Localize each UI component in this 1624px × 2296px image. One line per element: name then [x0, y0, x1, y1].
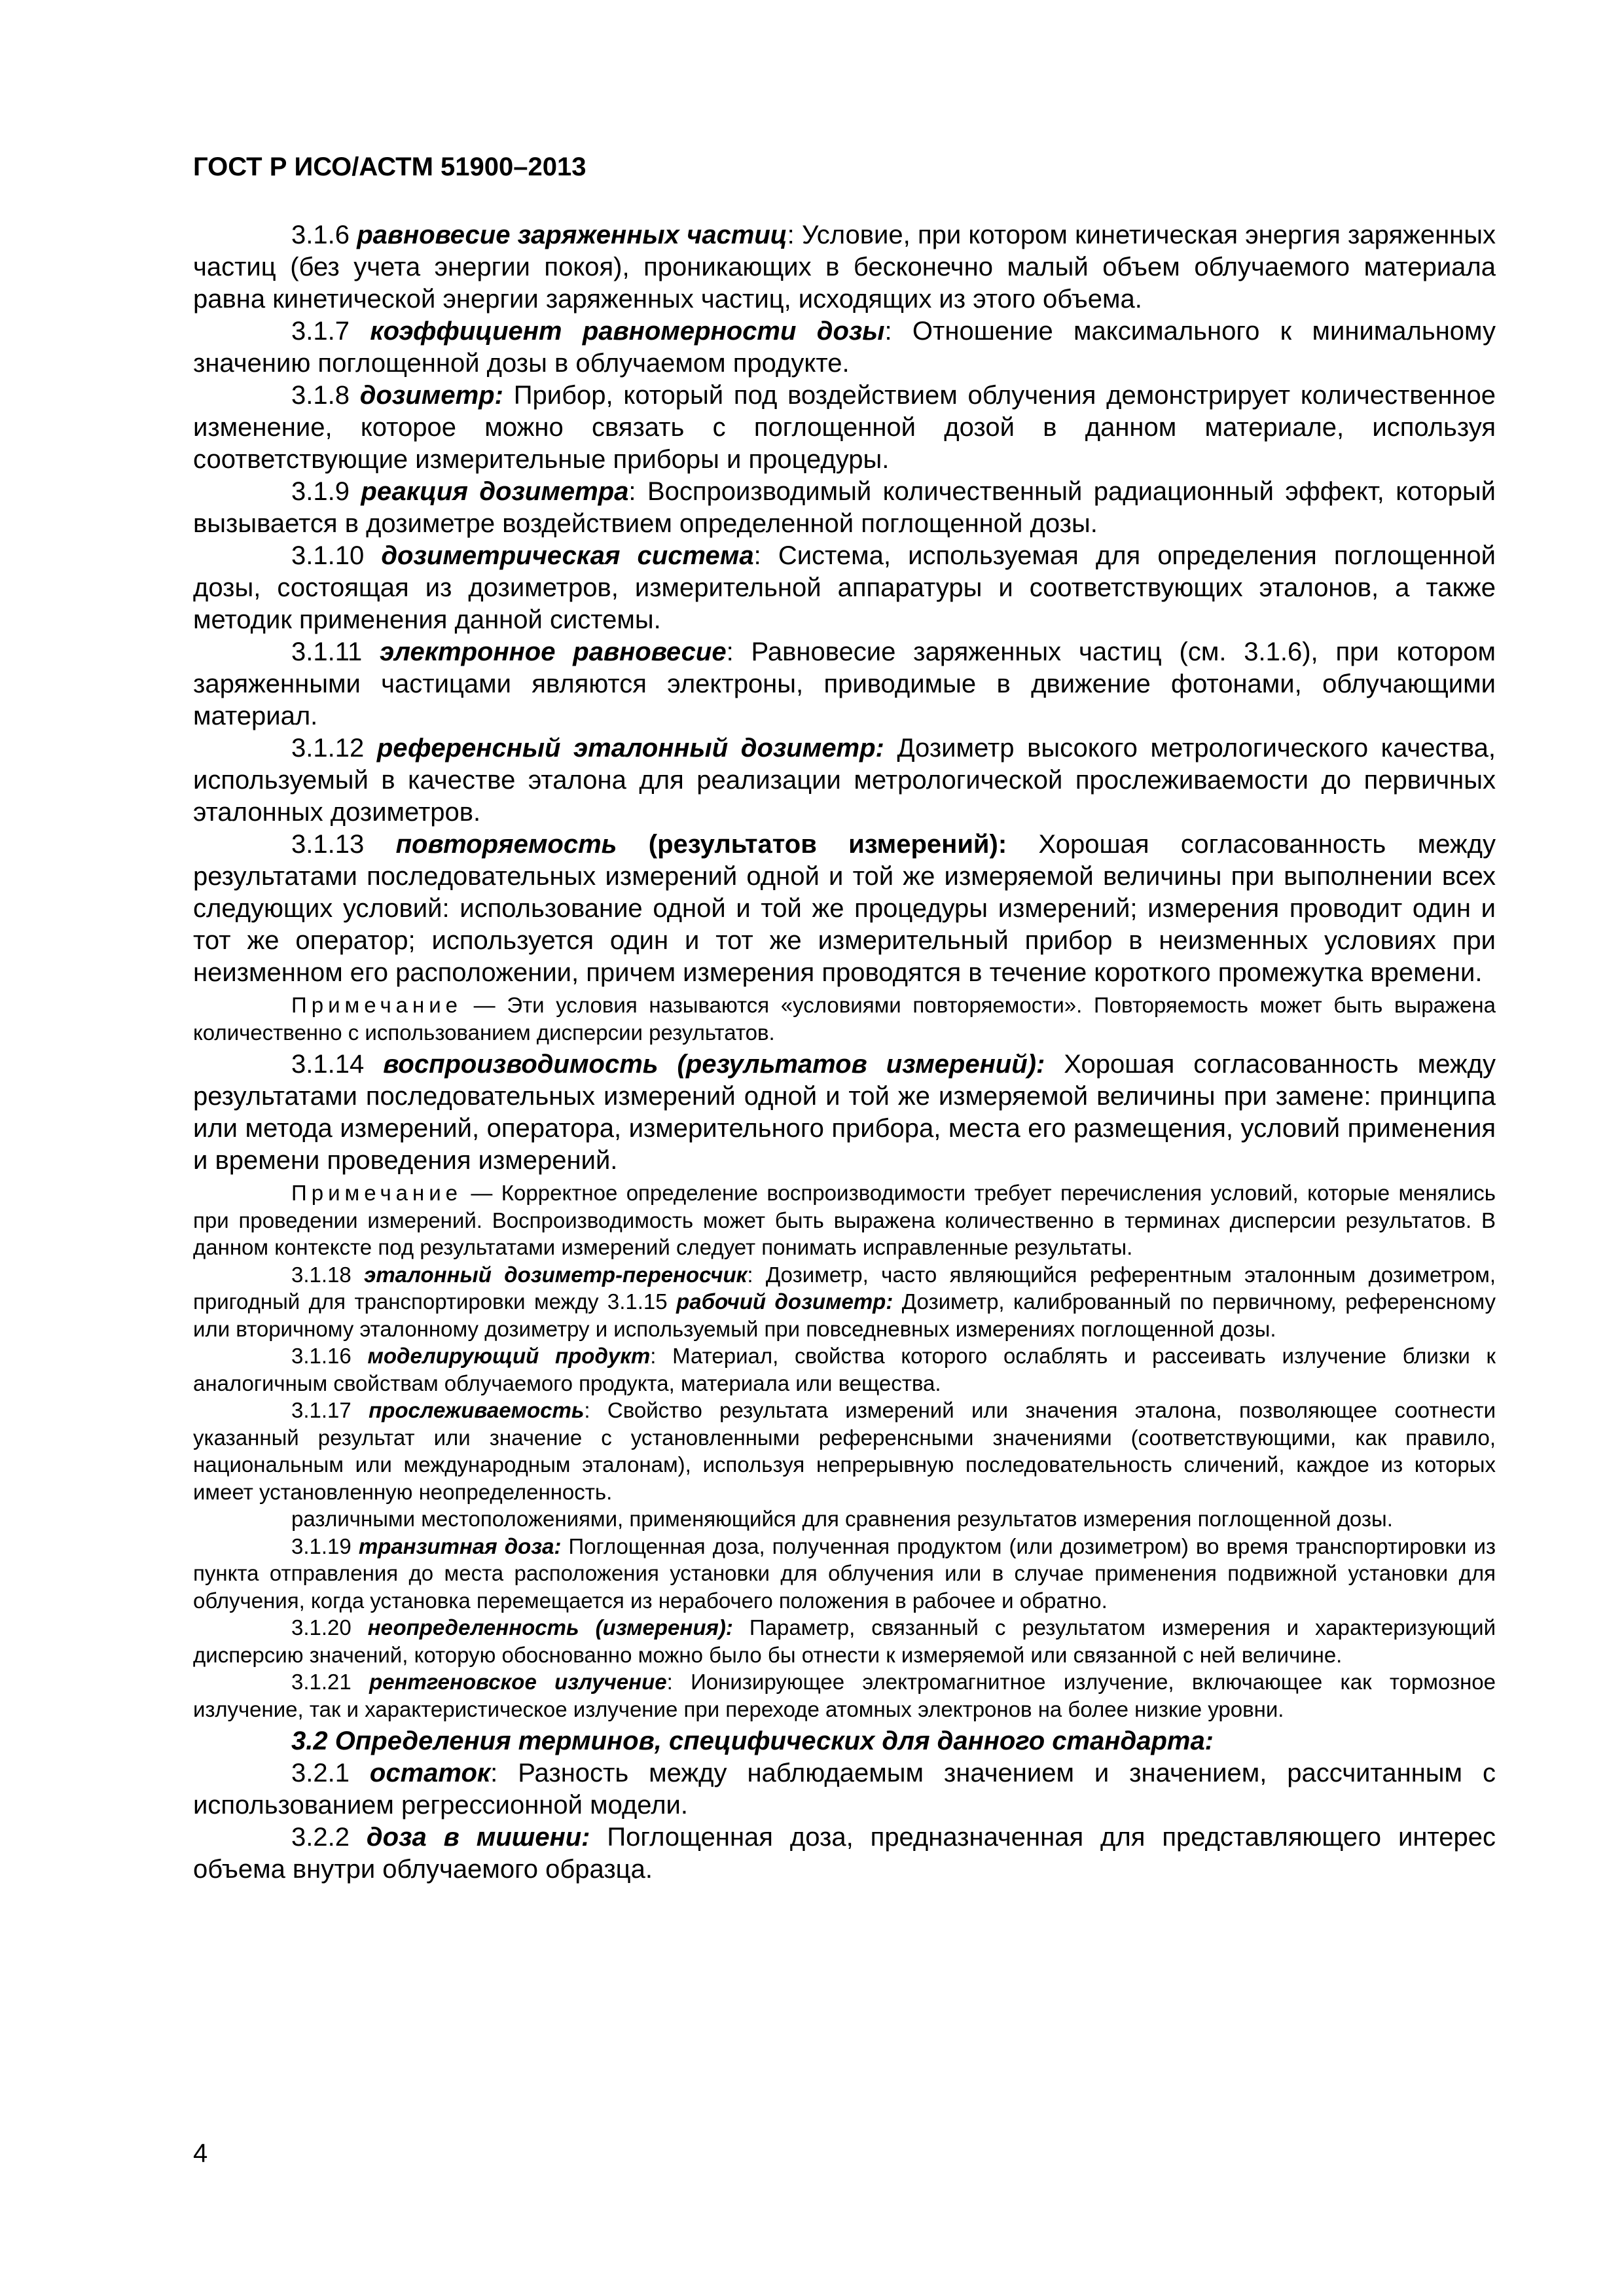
definition-3-1-11: 3.1.11 электронное равновесие: Равновесие заряженных частиц (см. 3.1.6), при котором заряженными частицами являются электроны, приводимые в движение фотонами, облучающими материал.	[193, 637, 1496, 730]
definition-3-1-10: 3.1.10 дозиметрическая система: Система, используемая для определения поглощенной дозы, состоящая из дозиметров, измерительной аппаратуры и соответствующих эталонов, а также методик применения данной системы.	[193, 541, 1496, 634]
page-number: 4	[193, 2139, 208, 2168]
term-qualifier: (результатов измерений):	[617, 830, 1007, 859]
term: эталонный дозиметр-переносчик	[364, 1262, 748, 1287]
definition-3-1-16: 3.1.16 моделирующий продукт: Материал, свойства которого ослаблять и рассеивать излучение близки к аналогичным свойствам облучаемого продукта, материала или вещества.	[193, 1344, 1496, 1395]
term: прослеживаемость	[369, 1398, 585, 1422]
definition-3-1-21: 3.1.21 рентгеновское излучение: Ионизирующее электромагнитное излучение, включающее как тормозное излучение, так и характеристическое излучение при переходе атомных электронов на более низкие уровни.	[193, 1670, 1496, 1721]
document-body	[193, 219, 1496, 1886]
note-3-1-13: Примечание — Эти условия называются «условиями повторяемости». Повторяемость может быть выражена количественно с использованием дисперсии результатов.	[193, 993, 1496, 1045]
term: коэффициент равномерности дозы	[370, 317, 885, 346]
term: рабочий дозиметр:	[676, 1289, 893, 1314]
term: референсный эталонный дозиметр:	[376, 734, 884, 762]
term: транзитная доза:	[358, 1534, 562, 1558]
term: повторяемость	[395, 830, 617, 859]
definition-3-1-7: 3.1.7 коэффициент равномерности дозы: Отношение максимального к минимальному значению поглощенной дозы в облучаемом продукте.	[193, 317, 1496, 378]
definition-3-1-9: 3.1.9 реакция дозиметра: Воспроизводимый количественный радиационный эффект, который вызывается в дозиметре воздействием определенной поглощенной дозы.	[193, 477, 1496, 538]
definition-3-1-19: 3.1.19 транзитная доза: Поглощенная доза, полученная продуктом (или дозиметром) во время транспортировки из пункта отправления до места расположения установки для облучения или в случае применения подвижной установки для облучения, когда установка перемещается из нерабочего положения в рабочее и обратно.	[193, 1534, 1496, 1613]
term: воспроизводимость (результатов измерений):	[383, 1050, 1045, 1079]
note-label: Примечание	[291, 993, 463, 1017]
term: электронное равновесие	[380, 637, 727, 666]
term: остаток	[369, 1759, 491, 1787]
definition-3-1-17: 3.1.17 прослеживаемость: Свойство результата измерений или значения эталона, позволяющее соотнести указанный результат или значение с установленными референсными значениями (соответствующими, как правило, национальным или международным эталонам), используя непрерывную последовательность сличений, каждое из которых имеет установленную неопределенность.	[193, 1398, 1496, 1504]
definition-3-1-6: 3.1.6 равновесие заряженных частиц: Условие, при котором кинетическая энергия заряженных частиц (без учета энергии покоя), проникающих в бесконечно малый объем облучаемого материала равна кинетической энергии заряженных частиц, исходящих из этого объема.	[193, 221, 1496, 314]
document-header: ГОСТ Р ИСО/АСТМ 51900–2013	[193, 152, 586, 181]
continuation-text: различными местоположениями, применяющийся для сравнения результатов измерения поглощенной дозы.	[291, 1507, 1393, 1531]
term: равновесие заряженных частиц	[357, 221, 787, 249]
term: моделирующий продукт	[367, 1344, 651, 1368]
definition-3-1-20: 3.1.20 неопределенность (измерения): Параметр, связанный с результатом измерения и характеризующий дисперсию значений, которую обоснованно можно было бы отнести к измеряемой или связанной с ней величине.	[193, 1615, 1496, 1667]
term: дозиметр:	[359, 381, 503, 410]
note-label: Примечание	[291, 1181, 463, 1205]
term: реакция дозиметра	[361, 477, 629, 506]
term: рентгеновское излучение	[369, 1670, 667, 1694]
definition-3-1-18: 3.1.18 эталонный дозиметр-переносчик: Дозиметр, часто являющийся референтным эталонным дозиметром, пригодный для транспортировки между 3.1.15 рабочий дозиметр: Дозиметр, калиброванный по первичному, референсному или вторичному эталонному дозиметру и используемый при повседневных измерениях поглощенной дозы.	[193, 1262, 1496, 1341]
definition-3-2-2: 3.2.2 доза в мишени: Поглощенная доза, предназначенная для представляющего интерес объема внутри облучаемого образца.	[193, 1823, 1496, 1884]
term: дозиметрическая система	[381, 541, 754, 570]
definition-3-1-13: 3.1.13 повторяемость (результатов измерений): Хорошая согласованность между результатами последовательных измерений одной и той же измеряемой величины при выполнении всех следующих условий: использование одной и той же процедуры измерений; измерения проводит один и тот же оператор; используется один и тот же измерительный прибор в неизменных условиях при неизменном его расположении, причем измерения проводятся в течение короткого промежутка времени.	[193, 830, 1496, 987]
definition-3-1-8: 3.1.8 дозиметр: Прибор, который под воздействием облучения демонстрирует количественное изменение, которое можно связать с поглощенной дозой в данном материале, используя соответствующие измерительные приборы и процедуры.	[193, 381, 1496, 474]
term: неопределенность (измерения):	[367, 1615, 733, 1640]
section-heading-3-2: 3.2 Определения терминов, специфических для данного стандарта:	[291, 1727, 1214, 1755]
definition-3-1-12: 3.1.12 референсный эталонный дозиметр: Дозиметр высокого метрологического качества, используемый в качестве эталона для реализации метрологической прослеживаемости до первичных эталонных дозиметров.	[193, 734, 1496, 827]
document-page	[193, 0, 1496, 2296]
note-3-1-14: Примечание — Корректное определение воспроизводимости требует перечисления условий, которые менялись при проведении измерений. Воспроизводимость может быть выражена количественно в терминах дисперсии результатов. В данном контексте под результатами измерений следует понимать исправленные результаты.	[193, 1181, 1496, 1259]
term: доза в мишени:	[366, 1823, 590, 1852]
definition-3-1-14: 3.1.14 воспроизводимость (результатов измерений): Хорошая согласованность между результатами последовательных измерений одной и той же измеряемой величины при замене: принципа или метода измерений, оператора, измерительного прибора, места его размещения, условий применения и времени проведения измерений.	[193, 1050, 1496, 1175]
definition-3-2-1: 3.2.1 остаток: Разность между наблюдаемым значением и значением, рассчитанным с использованием регрессионной модели.	[193, 1759, 1496, 1820]
